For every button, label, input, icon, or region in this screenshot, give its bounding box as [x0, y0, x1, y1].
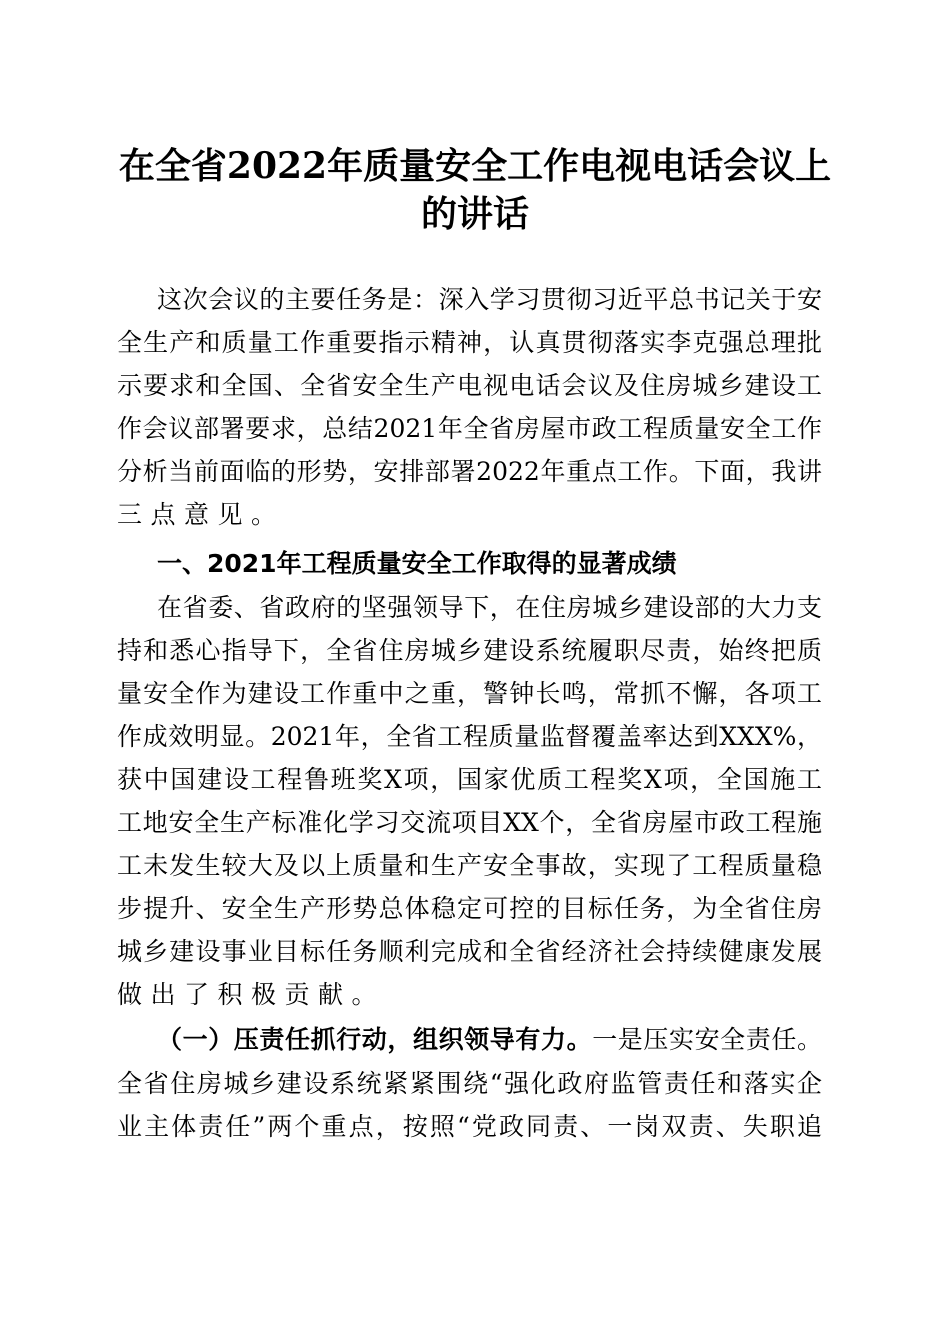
- paragraph-line: 分析当前面临的形势，安排部署2022年重点工作。下面，我讲: [117, 457, 822, 486]
- paragraph-line: 工未发生较大及以上质量和生产安全事故，实现了工程质量稳: [117, 851, 822, 880]
- document-title-line-2: 的讲话: [420, 193, 529, 235]
- paragraph-line: 示要求和全国、全省安全生产电视电话会议及住房城乡建设工: [117, 371, 822, 400]
- paragraph-line: 持和悉心指导下，全省住房城乡建设系统履职尽责，始终把质: [117, 636, 822, 665]
- paragraph-line: 获中国建设工程鲁班奖X项，国家优质工程奖X项，全国施工: [117, 765, 822, 794]
- document-title-line-1: 在全省2022年质量安全工作电视电话会议上: [118, 145, 832, 187]
- paragraph-line: 工地安全生产标准化学习交流项目XX个，全省房屋市政工程施: [117, 808, 822, 837]
- paragraph-line: 城乡建设事业目标任务顺利完成和全省经济社会持续健康发展: [117, 937, 822, 966]
- paragraph-line: 这次会议的主要任务是：深入学习贯彻习近平总书记关于安: [157, 285, 822, 314]
- section-heading: 一、2021年工程质量安全工作取得的显著成绩: [157, 549, 677, 578]
- paragraph-line: 量安全作为建设工作重中之重，警钟长鸣，常抓不懈，各项工: [117, 679, 822, 708]
- paragraph-line: 三点意见。: [117, 500, 285, 529]
- paragraph-line: 业主体责任”两个重点，按照“党政同责、一岗双责、失职追: [117, 1112, 822, 1141]
- paragraph-line: 做出了积极贡献。: [117, 980, 386, 1009]
- paragraph-line: 在省委、省政府的坚强领导下，在住房城乡建设部的大力支: [157, 593, 822, 622]
- subsection-lead: （一）压责任抓行动，组织领导有力。: [157, 1025, 593, 1054]
- paragraph-line: 作会议部署要求，总结2021年全省房屋市政工程质量安全工作: [117, 414, 822, 443]
- paragraph-line: 作成效明显。2021年，全省工程质量监督覆盖率达到XXX%，: [117, 722, 822, 751]
- paragraph-line: 步提升、安全生产形势总体稳定可控的目标任务，为全省住房: [117, 894, 822, 923]
- paragraph-text: 一是压实安全责任。: [592, 1025, 822, 1054]
- paragraph-line: 全生产和质量工作重要指示精神，认真贯彻落实李克强总理批: [117, 328, 822, 357]
- paragraph-line: 全省住房城乡建设系统紧紧围绕“强化政府监管责任和落实企: [117, 1069, 822, 1098]
- paragraph-line: [157, 1025, 822, 1055]
